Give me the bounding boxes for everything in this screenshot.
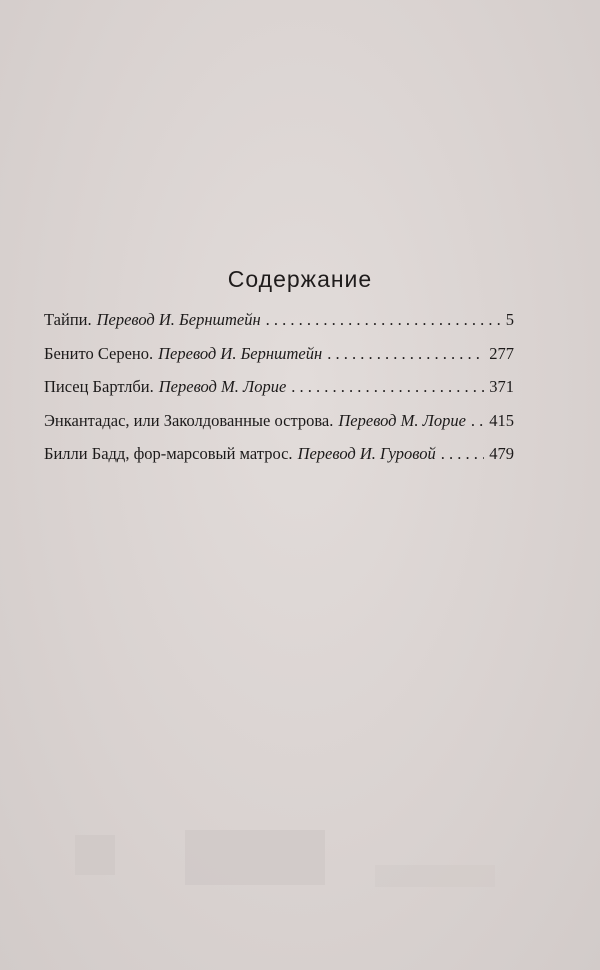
toc-entry-translator: Перевод И. Бернштейн [96, 310, 261, 329]
show-through-logo [375, 865, 495, 887]
toc-entry-translator: Перевод М. Лорие [158, 377, 287, 396]
show-through-barcode [185, 830, 325, 885]
toc-entry [44, 411, 514, 445]
toc-entry-title: Энкантадас, или Заколдованные острова. [44, 410, 334, 430]
toc-entry [44, 310, 514, 344]
table-of-contents [44, 310, 514, 478]
dot-leader [327, 344, 484, 364]
toc-entry-title: Писец Бартлби. [44, 377, 154, 396]
toc-entry [44, 444, 514, 478]
toc-entry-page: 479 [489, 444, 514, 463]
dot-leader [266, 310, 501, 330]
dot-leader [291, 377, 484, 397]
toc-entry-title: Бенито Серено. [44, 343, 154, 363]
dot-leader [471, 411, 484, 431]
toc-entry-page: 5 [505, 310, 514, 329]
dot-leader [441, 444, 485, 464]
toc-entry-page: 277 [489, 343, 514, 363]
page-title: Содержание [227, 266, 373, 292]
toc-entry-page: 415 [489, 410, 514, 430]
toc-entry-translator: Перевод М. Лорие [338, 410, 466, 430]
toc-entry [44, 344, 514, 378]
toc-entry-page: 371 [489, 377, 514, 396]
toc-entry-title: Тайпи. [44, 310, 92, 329]
toc-entry-translator: Перевод И. Гуровой [297, 444, 436, 463]
toc-entry-translator: Перевод И. Бернштейн [158, 343, 323, 363]
toc-entry [44, 377, 514, 411]
show-through-qr-left [75, 835, 115, 875]
toc-entry-title: Билли Бадд, фор-марсовый матрос. [44, 444, 293, 463]
